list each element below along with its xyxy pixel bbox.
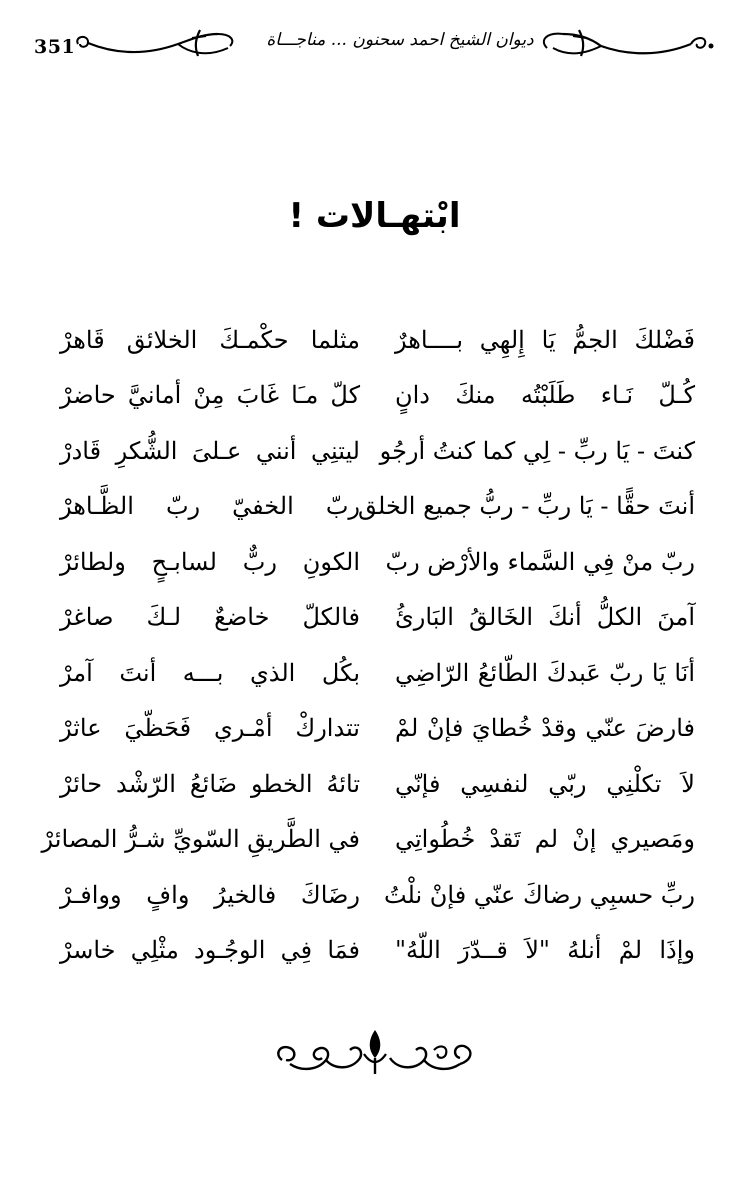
- second-hemistich: ليتنِي أنني عـلىَ الشُّكرِ قَادرْ: [60, 436, 360, 465]
- first-hemistich: أنتَ حقًّا - يَا ربِّ - ربُّ جميع الخلق: [358, 492, 695, 521]
- second-hemistich: تتداركْ أمْـري فَحَظّيَ عاثرْ: [60, 714, 360, 743]
- first-hemistich: آمنَ الكلُّ أنكَ الخَالقُ البَارئُ: [395, 603, 695, 632]
- first-hemistich: كنتَ - يَا ربِّ - لِي كما كنتُ أرجُو: [379, 436, 695, 465]
- first-hemistich: فارضَ عنّي وقدْ خُطايَ فإنْ لمْ: [395, 714, 695, 743]
- verse-row: [60, 423, 695, 479]
- second-hemistich: فالكلّ خاضعٌ لـكَ صاغرْ: [60, 603, 360, 632]
- verse-row: [60, 867, 695, 923]
- left-flourish-ornament: [70, 26, 240, 66]
- second-hemistich: بكُل الذي بـــه أنتَ آمرْ: [60, 658, 360, 687]
- first-hemistich: كُـلّ نَـاء طَلَبْتُه منكَ دانٍ: [395, 381, 695, 410]
- footer-flourish-ornament: [268, 1024, 482, 1084]
- second-hemistich: كلّ مـَا غَابَ مِنْ أمانيَّ حاضرْ: [60, 381, 360, 410]
- verse-row: [60, 701, 695, 757]
- poem-title: ابْتهـالات !: [288, 196, 461, 236]
- running-title: ديوان الشيخ احمد سحنون ... مناجـــاة: [266, 30, 534, 50]
- verse-row: [60, 368, 695, 424]
- verse-row: [60, 756, 695, 812]
- first-hemistich: فَضْلكَ الجمُّ يَا إِلهِي بــــاهرٌ: [395, 325, 695, 354]
- poem-body: [41, 312, 695, 978]
- second-hemistich: رضَاكَ فالخيرُ وافٍ ووافـرْ: [60, 880, 360, 909]
- second-hemistich: تائهُ الخطو ضَائعُ الرّشْد حائرْ: [60, 769, 360, 798]
- first-hemistich: ربِّ حسبِي رضاكَ عنّي فإنْ نلْتُ: [383, 880, 695, 909]
- second-hemistich: في الطَّريقِ السّويِّ شـرُّ المصائرْ: [41, 825, 360, 854]
- second-hemistich: الكونِ ربٌّ لسابـحٍ ولطائرْ: [60, 547, 360, 576]
- first-hemistich: لاَ تكلْنِي ربّي لنفسِي فإنّي: [395, 769, 695, 798]
- first-hemistich: أنَا يَا ربّ عَبدكَ الطّائعُ الرّاضِي: [395, 658, 695, 687]
- second-hemistich: فمَا فِي الوجُـود مثْلِي خاسرْ: [60, 936, 360, 965]
- verse-row: [60, 645, 695, 701]
- first-hemistich: ومَصيري إنْ لم تَقدْ خُطُواتِي: [395, 825, 695, 854]
- page-header: [0, 0, 749, 90]
- verse-row: [60, 312, 695, 368]
- first-hemistich: وإذَا لمْ أنلهُ "لاَ قــدّرَ اللّهُ": [395, 936, 695, 965]
- first-hemistich: ربّ منْ فِي السَّماء والأرْض ربّ: [385, 547, 695, 576]
- verse-row: [60, 590, 695, 646]
- verse-row: [60, 923, 695, 979]
- second-hemistich: ربّ الخفيّ ربّ الظَّـاهرْ: [60, 492, 360, 521]
- right-flourish-ornament: [535, 26, 715, 66]
- verse-row: [60, 479, 695, 535]
- verse-row: [60, 534, 695, 590]
- second-hemistich: مثلما حكْمـكَ الخلائق قَاهرْ: [60, 325, 360, 354]
- verse-row: [41, 812, 695, 868]
- page-number: 351: [34, 36, 76, 58]
